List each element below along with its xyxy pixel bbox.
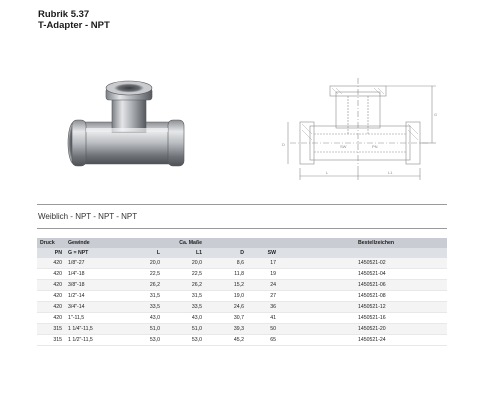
- cell-l: 26,2: [121, 280, 163, 291]
- table-subheader-row: [37, 248, 447, 258]
- cell-l1: 33,5: [163, 302, 205, 313]
- rubric-label: Rubrik 5.37: [38, 9, 90, 20]
- cell-d: 45,2: [205, 335, 247, 346]
- cell-gewinde: 1 1/4"-11,5: [65, 324, 121, 335]
- cell-sw: 27: [247, 291, 279, 302]
- cell-pn: 420: [37, 302, 65, 313]
- col-sw: SW: [247, 248, 279, 258]
- cell-l1: 26,2: [163, 280, 205, 291]
- drawing-label-d: D: [282, 142, 285, 147]
- cell-l1: 22,5: [163, 269, 205, 280]
- cell-l: 43,0: [121, 313, 163, 324]
- cell-gewinde: 3/4"-14: [65, 302, 121, 313]
- table-row: [37, 269, 447, 280]
- cell-sw: 65: [247, 335, 279, 346]
- cell-l1: 51,0: [163, 324, 205, 335]
- table-row: [37, 258, 447, 269]
- technical-drawing: [270, 76, 440, 186]
- table-row: [37, 324, 447, 335]
- cell-l: 53,0: [121, 335, 163, 346]
- cell-pn: 420: [37, 313, 65, 324]
- cell-sw: 50: [247, 324, 279, 335]
- cell-d: 24,6: [205, 302, 247, 313]
- drawing-label-l1: L1: [388, 170, 393, 175]
- col-l: L: [121, 248, 163, 258]
- cell-d: 15,2: [205, 280, 247, 291]
- col-l1: L1: [163, 248, 205, 258]
- cell-gewinde: 1/8"-27: [65, 258, 121, 269]
- divider: [37, 228, 447, 229]
- product-name: T-Adapter - NPT: [38, 20, 110, 31]
- cell-sw: 17: [247, 258, 279, 269]
- cell-gewinde: 1/2"-14: [65, 291, 121, 302]
- cell-sw: 24: [247, 280, 279, 291]
- cell-d: 30,7: [205, 313, 247, 324]
- drawing-label-sw: SW: [340, 144, 347, 149]
- cell-gewinde: 1/4"-18: [65, 269, 121, 280]
- cell-pn: 420: [37, 280, 65, 291]
- cell-gewinde: 1 1/2"-11,5: [65, 335, 121, 346]
- cell-pn: 315: [37, 335, 65, 346]
- table-row: [37, 291, 447, 302]
- cell-d: 11,8: [205, 269, 247, 280]
- cell-sw: 41: [247, 313, 279, 324]
- col-gewinde: Gewinde: [65, 238, 121, 248]
- cell-gewinde: 1"-11,5: [65, 313, 121, 324]
- col-d: D: [205, 248, 247, 258]
- drawing-label-l: L: [326, 170, 329, 175]
- cell-l: 51,0: [121, 324, 163, 335]
- cell-sw: 36: [247, 302, 279, 313]
- table-row: [37, 313, 447, 324]
- cell-bestellzeichen: 1450521-12: [355, 302, 447, 313]
- cell-l: 31,5: [121, 291, 163, 302]
- cell-l1: 43,0: [163, 313, 205, 324]
- cell-bestellzeichen: 1450521-20: [355, 324, 447, 335]
- page-title: [38, 9, 110, 31]
- cell-bestellzeichen: 1450521-02: [355, 258, 447, 269]
- cell-gewinde: 3/8"-18: [65, 280, 121, 291]
- cell-d: 39,3: [205, 324, 247, 335]
- cell-bestellzeichen: 1450521-24: [355, 335, 447, 346]
- section-subtitle: Weiblich - NPT - NPT - NPT: [38, 212, 138, 221]
- cell-l: 33,5: [121, 302, 163, 313]
- drawing-label-g: G: [434, 112, 438, 117]
- cell-l1: 31,5: [163, 291, 205, 302]
- cell-sw: 19: [247, 269, 279, 280]
- table-row: [37, 280, 447, 291]
- table-header-row: [37, 238, 447, 248]
- cell-l: 20,0: [121, 258, 163, 269]
- cell-bestellzeichen: 1450521-04: [355, 269, 447, 280]
- cell-bestellzeichen: 1450521-06: [355, 280, 447, 291]
- col-masse: Ca. Maße: [163, 238, 205, 248]
- spec-table: [37, 238, 447, 346]
- cell-pn: 420: [37, 269, 65, 280]
- product-photo: [60, 78, 196, 178]
- cell-l: 22,5: [121, 269, 163, 280]
- cell-pn: 420: [37, 258, 65, 269]
- cell-l1: 53,0: [163, 335, 205, 346]
- col-druck: Druck: [37, 238, 65, 248]
- divider: [37, 204, 447, 205]
- cell-bestellzeichen: 1450521-16: [355, 313, 447, 324]
- cell-pn: 420: [37, 291, 65, 302]
- cell-bestellzeichen: 1450521-08: [355, 291, 447, 302]
- col-bestellzeichen: Bestellzeichen: [355, 238, 447, 248]
- drawing-label-pn: PN: [372, 144, 378, 149]
- col-pn: PN: [37, 248, 65, 258]
- cell-d: 19,0: [205, 291, 247, 302]
- cell-d: 8,6: [205, 258, 247, 269]
- table-row: [37, 302, 447, 313]
- cell-pn: 315: [37, 324, 65, 335]
- col-g: G = NPT: [65, 248, 121, 258]
- table-row: [37, 335, 447, 346]
- cell-l1: 20,0: [163, 258, 205, 269]
